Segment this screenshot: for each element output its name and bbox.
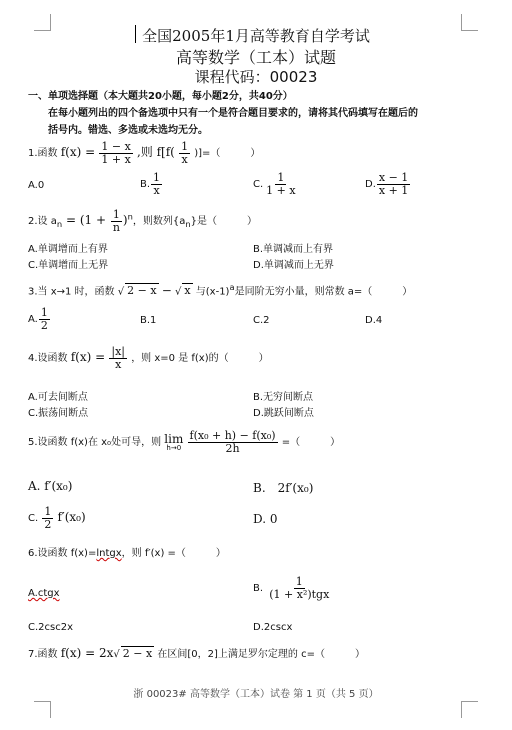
exam-subject: 高等数学（工本）试题 — [175, 48, 336, 67]
q6-option-b: B. $\frac{1}{\text{(1 + x²)tgx}}$ — [253, 575, 330, 601]
spellcheck-underlined-text: lntgx — [96, 548, 122, 559]
question-5: 5.设函数 f(x)在 x₀处可导，则 lim h→0 $\frac{\text{f(x₀ + h) − f(x₀)}}{2h}$ =（ ） — [28, 429, 341, 455]
q4-option-d: D.跳跃间断点 — [253, 408, 314, 419]
limit-operator: lim h→0 — [164, 431, 184, 452]
question-1: 1.函数 f(x) = $\frac{1 - x}{1 + x}$ ,则 f[f( $\frac{1}{x}$ )]=（ ） — [28, 140, 261, 166]
section-heading: 一、单项选择题（本大题共20小题，每小题2分，共40分） — [28, 91, 293, 102]
q5-option-b: B. 2f′(x₀) — [253, 481, 314, 495]
instruction-line-2: 括号内。错选、多选或未选均无分。 — [48, 125, 208, 136]
q1-fraction: $\frac{1 - x}{1 + x}$ — [101, 140, 131, 166]
q6-option-c: C.2csc2x — [28, 622, 74, 633]
exam-title: 全国2005年1月高等教育自学考试 — [142, 27, 370, 45]
q1-inner-fraction: $\frac{1}{x}$ — [181, 140, 189, 166]
q2-option-d: D.单调减而上无界 — [253, 260, 334, 271]
q1-option-a: A.0 — [28, 180, 45, 191]
q4-option-a: A.可去间断点 — [28, 392, 88, 403]
question-7: 7.函数 f(x) = 2x√ 2 − x 在区间[0，2]上满足罗尔定理的 c=（ ） — [28, 646, 365, 660]
q2-option-a: A.单调增而上有界 — [28, 244, 108, 255]
q3-option-a: A. $\frac{1}{2}$ — [28, 306, 48, 332]
q4-option-c: C.振荡间断点 — [28, 408, 89, 419]
q5-option-c: C. $\frac{1}{2}$ f′(x₀) — [28, 505, 86, 531]
q2-option-c: C.单调增而上无界 — [28, 260, 109, 271]
q6-option-d: D.2cscx — [253, 622, 293, 633]
q3-option-c: C.2 — [253, 315, 270, 326]
q5-option-d: D. 0 — [253, 512, 278, 526]
crop-mark-bottom-left — [34, 701, 51, 718]
q2-option-b: B.单调减而上有界 — [253, 244, 334, 255]
question-4: 4.设函数 f(x) = $\frac{|x|}{x}$ ，则 x=0 是 f(x)的（ ） — [28, 345, 269, 371]
course-code: 课程代码：00023 — [194, 68, 318, 86]
crop-mark-bottom-right — [461, 701, 478, 718]
q3-option-d: D.4 — [365, 315, 383, 326]
q1-option-b: B. $\frac{1}{x}$ — [140, 171, 161, 197]
q1-option-d: D. $\frac{x - 1}{x + 1}$ — [365, 171, 409, 197]
page-footer: 浙 00023# 高等数学（工本）试卷 第 1 页（共 5 页） — [133, 689, 379, 700]
q3-option-b: B.1 — [140, 315, 157, 326]
q1-option-c: C. $\frac{1}{1 + x}$ — [253, 171, 296, 197]
question-2: 2.设 $a_n = (1$ + $\frac{1}{n}$ )$^n$，则数列$\{a_n\}$是（ ） — [28, 208, 258, 234]
q5-option-a: A. f′(x₀) — [28, 479, 73, 493]
instruction-line-1: 在每小题列出的四个备选项中只有一个是符合题目要求的，请将其代码填写在题后的 — [48, 108, 418, 119]
q4-option-b: B.无穷间断点 — [253, 392, 314, 403]
question-3: 3.当 x→1 时，函数 √ 2 − x − √ x 与$(x-1)^a$是同阶无穷小量，则常数 a=（ ） — [28, 282, 413, 298]
question-6: 6.设函数 f(x)=lntgx，则 f′(x) =（ ） — [28, 548, 226, 559]
q6-option-a: A.ctgx — [28, 588, 60, 599]
